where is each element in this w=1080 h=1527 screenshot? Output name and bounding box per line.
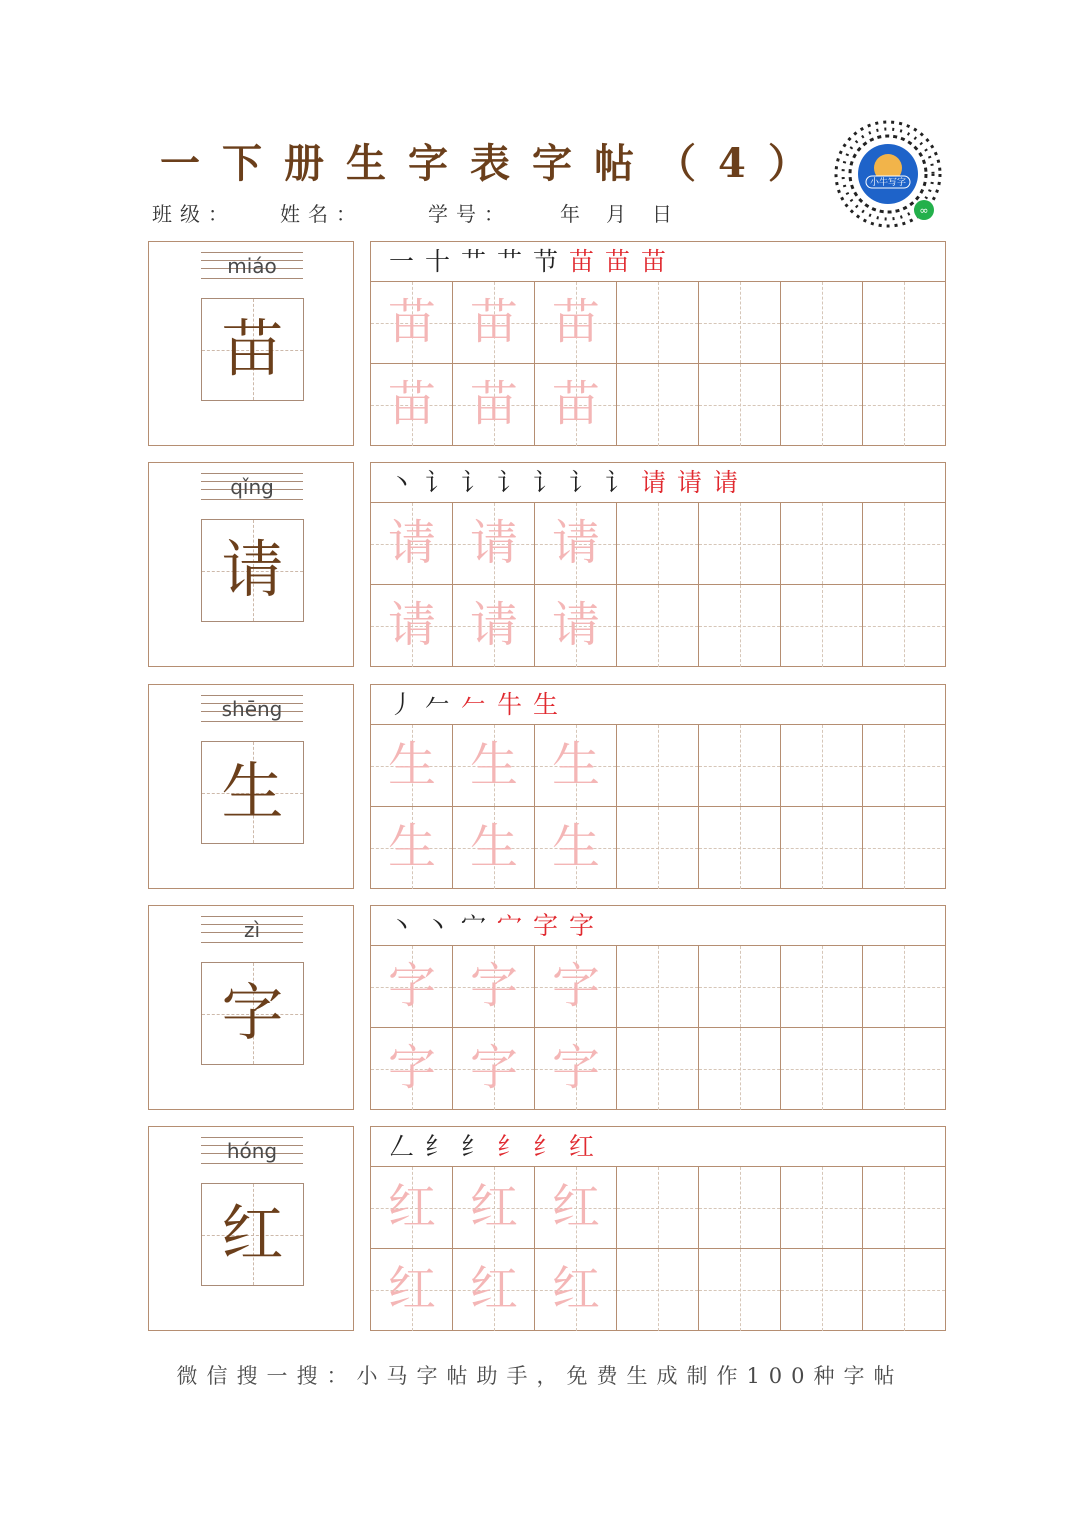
practice-cell[interactable] (699, 503, 781, 585)
practice-cell[interactable] (781, 585, 863, 667)
practice-cell[interactable] (535, 1249, 617, 1331)
trace-char: 字 (387, 1040, 436, 1096)
practice-card (370, 905, 946, 1110)
trace-char: 字 (469, 1040, 518, 1096)
char-card (148, 241, 354, 446)
practice-grid (371, 503, 945, 667)
trace-char: 字 (469, 958, 518, 1014)
practice-card (370, 684, 946, 889)
pinyin: miáo (227, 254, 277, 278)
stroke-step: 讠 (425, 468, 451, 497)
practice-cell[interactable] (863, 364, 945, 446)
class-label: 班级： (152, 202, 236, 226)
practice-cell[interactable] (371, 725, 453, 807)
model-char-box (201, 298, 304, 401)
stroke-order-row (371, 906, 945, 946)
stroke-order-row (371, 1127, 945, 1167)
pinyin: hóng (226, 1139, 278, 1163)
practice-cell[interactable] (781, 1249, 863, 1331)
practice-cell[interactable] (535, 946, 617, 1028)
trace-char: 生 (551, 737, 600, 793)
practice-cell[interactable] (371, 1249, 453, 1331)
stroke-step: 讠 (605, 468, 631, 497)
practice-grid (371, 282, 945, 446)
practice-cell[interactable] (781, 725, 863, 807)
stroke-step: 节 (533, 247, 559, 276)
practice-card (370, 462, 946, 667)
trace-char: 红 (387, 1261, 436, 1317)
stroke-step: 一 (389, 247, 415, 276)
practice-cell[interactable] (535, 725, 617, 807)
practice-cell[interactable] (617, 503, 699, 585)
student-no-label: 学号： (428, 202, 512, 226)
practice-cell[interactable] (699, 585, 781, 667)
stroke-step: 生 (533, 690, 559, 719)
stroke-step: 苗 (605, 247, 631, 276)
trace-char: 字 (551, 958, 600, 1014)
stroke-step: 纟 (497, 1132, 523, 1161)
trace-char: 红 (551, 1179, 600, 1235)
trace-char: 红 (469, 1179, 518, 1235)
trace-char: 生 (551, 819, 600, 875)
stroke-step: 𠂉 (461, 690, 487, 719)
trace-char: 红 (551, 1261, 600, 1317)
practice-cell[interactable] (371, 585, 453, 667)
practice-cell[interactable] (781, 946, 863, 1028)
trace-char: 苗 (469, 294, 518, 350)
practice-card (370, 241, 946, 446)
practice-cell[interactable] (699, 807, 781, 889)
year-label: 年 (560, 202, 588, 226)
trace-char: 红 (387, 1179, 436, 1235)
model-char-box (201, 1183, 304, 1286)
practice-cell[interactable] (617, 725, 699, 807)
trace-char: 请 (469, 515, 518, 571)
page-title: 一下册生字表字帖（4） (160, 140, 830, 187)
char-card (148, 905, 354, 1110)
stroke-step: 十 (425, 247, 451, 276)
stroke-step: 纟 (461, 1132, 487, 1161)
pinyin: shēng (221, 697, 283, 721)
practice-card (370, 1126, 946, 1331)
trace-char: 请 (387, 597, 436, 653)
practice-cell[interactable] (535, 585, 617, 667)
trace-char: 苗 (551, 376, 600, 432)
practice-cell[interactable] (535, 364, 617, 446)
stroke-step: 讠 (497, 468, 523, 497)
practice-cell[interactable] (617, 282, 699, 364)
trace-char: 生 (387, 737, 436, 793)
trace-char: 字 (387, 958, 436, 1014)
trace-char: 生 (469, 737, 518, 793)
practice-cell[interactable] (863, 725, 945, 807)
model-char: 红 (221, 1197, 284, 1270)
stroke-step: 丶 (389, 911, 415, 940)
practice-cell[interactable] (371, 807, 453, 889)
footer-text: 微信搜一搜：小马字帖助手，免费生成制作100种字帖 (176, 1364, 904, 1388)
trace-char: 生 (469, 819, 518, 875)
name-label: 姓名： (280, 202, 364, 226)
stroke-step: 纟 (425, 1132, 451, 1161)
practice-cell[interactable] (535, 807, 617, 889)
stroke-step: 纟 (533, 1132, 559, 1161)
practice-cell[interactable] (863, 807, 945, 889)
trace-char: 请 (469, 597, 518, 653)
practice-cell[interactable] (453, 1167, 535, 1249)
stroke-step: 请 (677, 468, 703, 497)
practice-cell[interactable] (617, 807, 699, 889)
practice-cell[interactable] (453, 946, 535, 1028)
trace-char: 苗 (387, 376, 436, 432)
practice-cell[interactable] (781, 503, 863, 585)
practice-cell[interactable] (453, 807, 535, 889)
model-char: 字 (221, 976, 284, 1049)
stroke-step: 苗 (569, 247, 595, 276)
practice-cell[interactable] (453, 725, 535, 807)
stroke-step: 苗 (641, 247, 667, 276)
model-char-box (201, 741, 304, 844)
practice-cell[interactable] (863, 585, 945, 667)
practice-cell[interactable] (699, 1249, 781, 1331)
trace-char: 请 (551, 597, 600, 653)
practice-cell[interactable] (781, 1028, 863, 1110)
stroke-step: 艹 (497, 247, 523, 276)
char-card (148, 1126, 354, 1331)
pinyin: zì (243, 918, 261, 942)
practice-cell[interactable] (617, 585, 699, 667)
practice-cell[interactable] (371, 364, 453, 446)
pinyin: qǐng (230, 475, 274, 499)
practice-cell[interactable] (371, 946, 453, 1028)
practice-cell[interactable] (781, 364, 863, 446)
wechat-mini-program-qr-icon[interactable] (830, 118, 946, 230)
practice-cell[interactable] (863, 946, 945, 1028)
model-char: 苗 (221, 312, 284, 385)
stroke-step: 讠 (569, 468, 595, 497)
practice-cell[interactable] (453, 282, 535, 364)
practice-cell[interactable] (617, 1167, 699, 1249)
svg-text:∞: ∞ (919, 204, 929, 217)
practice-cell[interactable] (453, 1028, 535, 1110)
practice-cell[interactable] (453, 364, 535, 446)
practice-cell[interactable] (535, 282, 617, 364)
practice-cell[interactable] (453, 503, 535, 585)
practice-cell[interactable] (699, 946, 781, 1028)
practice-cell[interactable] (453, 1249, 535, 1331)
practice-cell[interactable] (617, 364, 699, 446)
qr-logo-text: 小牛写字 (869, 178, 907, 188)
practice-cell[interactable] (535, 1028, 617, 1110)
stroke-order-row (371, 463, 945, 503)
stroke-step: 请 (713, 468, 739, 497)
practice-cell[interactable] (699, 364, 781, 446)
stroke-step: 请 (641, 468, 667, 497)
practice-cell[interactable] (453, 585, 535, 667)
trace-char: 苗 (469, 376, 518, 432)
practice-cell[interactable] (781, 1167, 863, 1249)
model-char: 生 (221, 755, 284, 828)
month-label: 月 (606, 202, 634, 226)
model-char-box (201, 519, 304, 622)
practice-cell[interactable] (371, 503, 453, 585)
model-char: 请 (221, 533, 284, 606)
stroke-step: 丿 (389, 690, 415, 719)
trace-char: 请 (551, 515, 600, 571)
stroke-step: 讠 (461, 468, 487, 497)
practice-cell[interactable] (863, 282, 945, 364)
stroke-step: 𠃋 (389, 1132, 415, 1161)
practice-cell[interactable] (699, 725, 781, 807)
trace-char: 请 (387, 515, 436, 571)
practice-cell[interactable] (863, 1028, 945, 1110)
practice-cell[interactable] (535, 1167, 617, 1249)
practice-grid (371, 725, 945, 889)
practice-cell[interactable] (371, 1167, 453, 1249)
practice-cell[interactable] (699, 282, 781, 364)
stroke-step: 红 (569, 1132, 595, 1161)
stroke-step: 丶 (389, 468, 415, 497)
trace-char: 生 (387, 819, 436, 875)
stroke-step: 字 (569, 911, 595, 940)
trace-char: 苗 (387, 294, 436, 350)
trace-char: 红 (469, 1261, 518, 1317)
practice-grid (371, 946, 945, 1110)
stroke-step: 丶 (425, 911, 451, 940)
practice-cell[interactable] (535, 503, 617, 585)
practice-cell[interactable] (699, 1028, 781, 1110)
practice-cell[interactable] (699, 1167, 781, 1249)
practice-cell[interactable] (863, 1167, 945, 1249)
stroke-step: 宀 (461, 911, 487, 940)
practice-cell[interactable] (781, 807, 863, 889)
practice-cell[interactable] (371, 282, 453, 364)
practice-cell[interactable] (617, 1028, 699, 1110)
practice-cell[interactable] (617, 946, 699, 1028)
stroke-step: 艹 (461, 247, 487, 276)
practice-cell[interactable] (371, 1028, 453, 1110)
model-char-box (201, 962, 304, 1065)
stroke-step: 宀 (497, 911, 523, 940)
stroke-order-row (371, 242, 945, 282)
practice-cell[interactable] (617, 1249, 699, 1331)
practice-grid (371, 1167, 945, 1331)
stroke-step: 讠 (533, 468, 559, 497)
day-label: 日 (652, 202, 680, 226)
char-card (148, 684, 354, 889)
practice-cell[interactable] (863, 503, 945, 585)
char-card (148, 462, 354, 667)
stroke-order-row (371, 685, 945, 725)
trace-char: 字 (551, 1040, 600, 1096)
practice-cell[interactable] (781, 282, 863, 364)
practice-cell[interactable] (863, 1249, 945, 1331)
trace-char: 苗 (551, 294, 600, 350)
stroke-step: 字 (533, 911, 559, 940)
stroke-step: 𠂉 (425, 690, 451, 719)
stroke-step: 牛 (497, 690, 523, 719)
